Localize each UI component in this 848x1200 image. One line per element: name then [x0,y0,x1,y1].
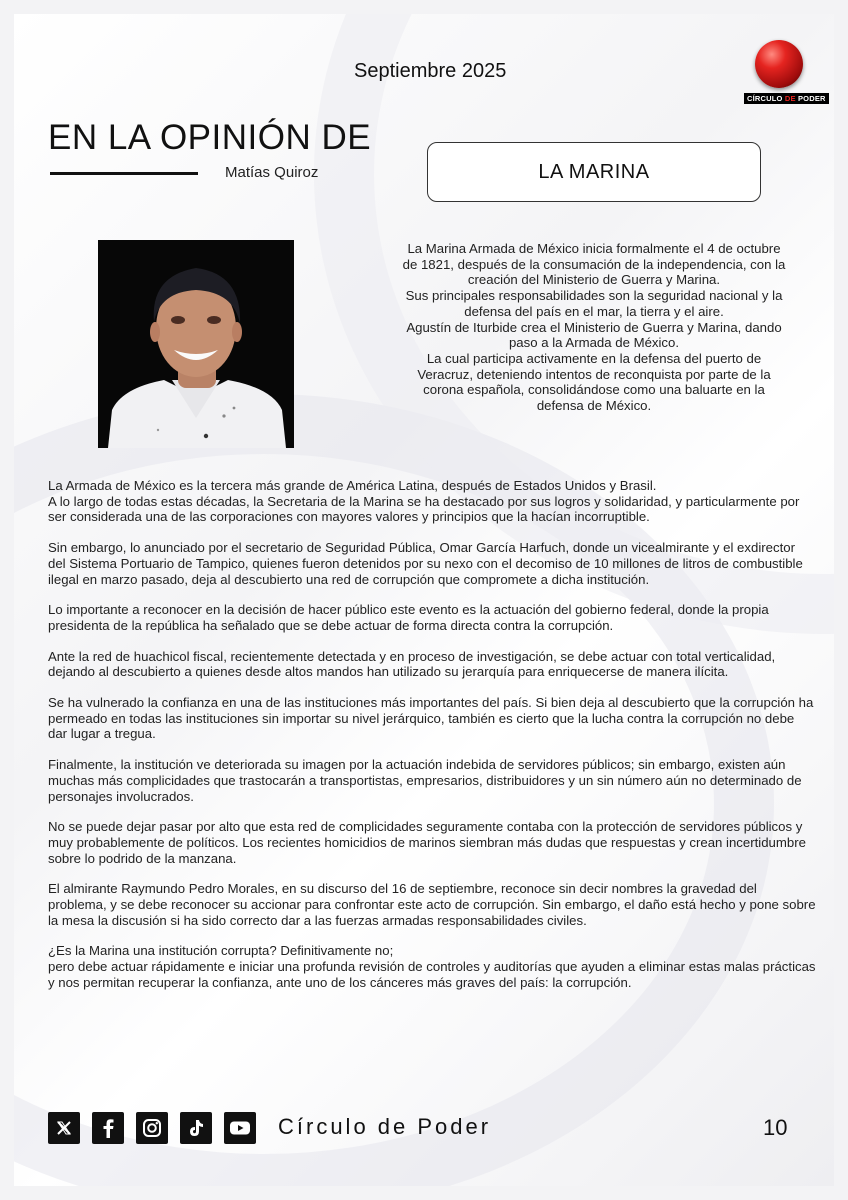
author-portrait-icon [98,240,294,448]
x-icon[interactable] [48,1112,80,1144]
instagram-icon[interactable] [136,1112,168,1144]
body-paragraph: ¿Es la Marina una institución corrupta? Definitivamente no; pero debe actuar rápidamente e iniciar una profunda revisión de controles y auditorías que ayuden a eliminar estas malas prácticas y nos permitan recuperar la confianza, ante uno de los cánceres más graves del país: la corrupción. [48,943,816,990]
article-body [48,478,816,1006]
issue-date: Septiembre 2025 [354,60,507,82]
logo-sphere-icon [755,40,803,88]
brand-name: Círculo de Poder [278,1114,492,1139]
body-paragraph: Ante la red de huachicol fiscal, recientemente detectada y en proceso de investigación, se debe actuar con total verticalidad, dejando al descubierto a quienes desde altos mandos han utilizado su jerarquía para enriquecerse de manera ilícita. [48,648,776,680]
intro-paragraph: La Marina Armada de México inicia formalmente el 4 de octubre de 1821, después de la consumación de la independencia, con la creación del Ministerio de Guerra y Marina. Sus principales responsabilidades son la seguridad nacional y la defensa del país en el mar, la tierra y el aire. Agustín de Iturbide crea el Ministerio de Guerra y Marina, dando paso a la Armada de México. La cual participa activamente en la defensa del puerto de Veracruz, deteniendo intentos de reconquista por parte de la corona española, consolidándose como una baluarte en la defensa de México. [402,241,786,414]
logo-wordmark: CÍRCULO DE PODER [744,93,829,104]
body-paragraph: Se ha vulnerado la confianza en una de las instituciones más importantes del país. Si bien deja al descubierto que la corrupción ha permeado en todas las instituciones sin importar su nivel jerárquico, también es cierto que la lucha contra la corrupción no debe dar lugar a tregua. [48,695,814,742]
body-paragraph: El almirante Raymundo Pedro Morales, en su discurso del 16 de septiembre, reconoce sin decir nombres la gravedad del problema, y se debe reconocer su accionar para confrontar este acto de corrupción. Sin embargo, el daño está hecho y pone sobre la mesa la discusión si ha sido correcto dar a las fuerzas armadas responsabilidades civiles. [48,881,816,928]
author-name: Matías Quiroz [225,164,319,181]
youtube-icon[interactable] [224,1112,256,1144]
headline-text: LA MARINA [538,160,650,183]
social-links [48,1112,256,1144]
article-headline [427,142,761,202]
author-photo [98,240,294,448]
body-paragraph: No se puede dejar pasar por alto que esta red de complicidades seguramente contaba con la protección de servidores públicos y muy probablemente de políticos. Los recientes homicidios de marinos siembran más dudas que respuestas y crean incertidumbre sobre lo podrido de la manzana. [48,819,806,866]
body-paragraph: Finalmente, la institución ve deteriorada su imagen por la actuación indebida de servidores públicos; sin embargo, existen aún muchas más complicidades que trastocarán a transportistas, empresarios, distribuidores y un sin número aún no determinado de personajes involucrados. [48,757,802,804]
title-divider [50,172,198,175]
section-title: EN LA OPINIÓN DE [48,118,372,157]
body-paragraph: Sin embargo, lo anunciado por el secretario de Seguridad Pública, Omar García Harfuch, donde un vicealmirante y el exdirector del Sistema Portuario de Tampico, quienes fueron detenidos por su nexo con el decomiso de 10 millones de litros de combustible ilegal en marzo pasado, deja al descubierto una red de corrupción que compromete a dicha institución. [48,540,803,587]
page-number: 10 [763,1115,788,1140]
body-paragraph: Lo importante a reconocer en la decisión de hacer público este evento es la actuación del gobierno federal, donde la propia presidenta de la república ha señalado que se debe actuar de forma directa contra la corrupción. [48,602,769,633]
body-paragraph: La Armada de México es la tercera más grande de América Latina, después de Estados Unidos y Brasil. A lo largo de todas estas décadas, la Secretaria de la Marina se ha destacado por sus logros y solidaridad, y particularmente por ser considerada una de las corporaciones con mayores valores y principios que la hacían incorruptible. [48,478,800,525]
brand-logo [744,40,826,110]
facebook-icon[interactable] [92,1112,124,1144]
magazine-page [14,14,834,1186]
tiktok-icon[interactable] [180,1112,212,1144]
